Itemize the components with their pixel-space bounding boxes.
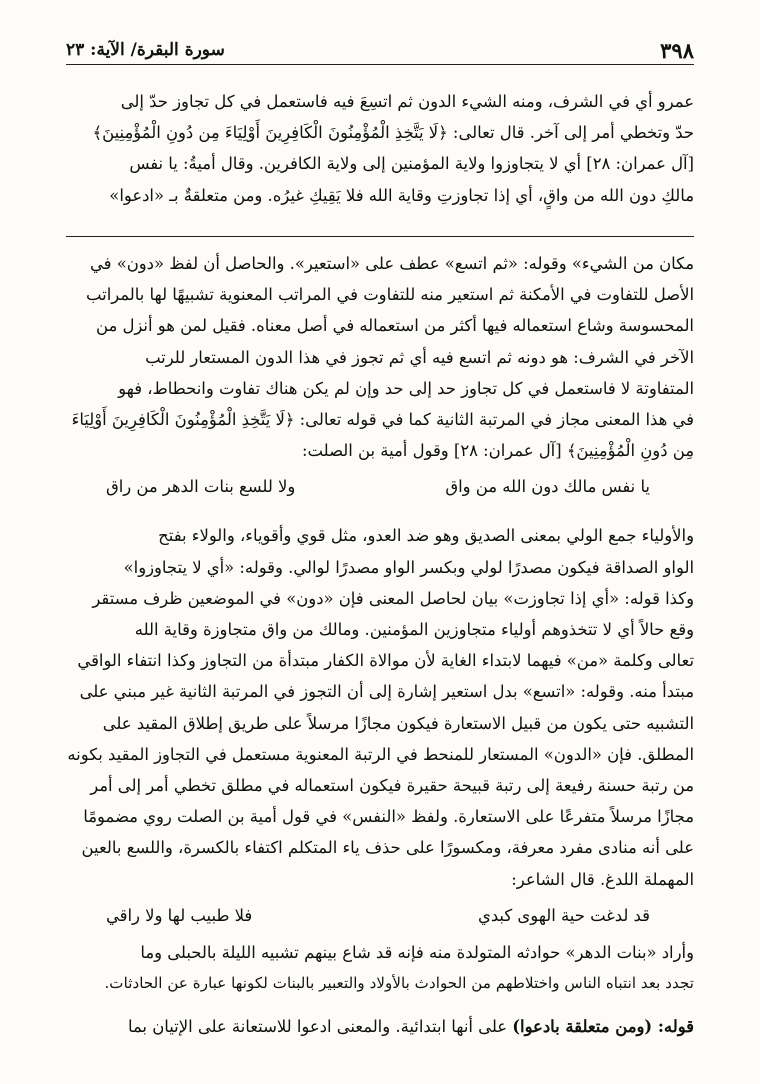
page-number: ٣٩٨ [660, 38, 694, 63]
commentary-line: مِن دُونِ الْمُؤْمِنِينَ﴾ [آل عمران: ٢٨] وقول أمية بن الصلت: [302, 441, 694, 461]
commentary-line: مكان من الشيء» وقوله: «ثم اتسع» عطف على «استعير». والحاصل أن لفظ «دون» في [90, 254, 694, 273]
commentary-line: على أنه منادى مفرد معرفة، ومكسورًا على حذف ياء المتكلم اكتفاء بالكسرة، واللسع بالعين [81, 838, 694, 858]
commentary-line: المحسوسة وشاع استعماله فيها أكثر من استعماله في أصل معناه. فقيل لمن هو أنزل من [96, 316, 694, 336]
main-text-line: مالكِ دون الله من واقٍ، أي إذا تجاوزتِ وقاية الله فلا يَقِيكِ غيرُه. ومن متعلقةٌ بـ «ادعوا» [109, 185, 694, 205]
commentary-lemma: قوله: (ومن متعلقة بادعوا) [512, 1017, 694, 1037]
commentary-line: الأصل للتفاوت في الأمكنة ثم استعير منه للتفاوت في المراتب المعنوية تشبيهًا لها بالمراتب [86, 285, 694, 305]
poetry-verse [66, 466, 694, 508]
commentary-line: وكذا قوله: «أي إذا تجاوزت» بيان لحاصل المعنى فإن «دون» في الموضعين ظرف مستقر [92, 588, 694, 608]
commentary-line: والأولياء جمع الولي بمعنى الصديق وهو ضد العدو، مثل قوي وأقوياء، والولاء بفتح [158, 526, 694, 546]
verse-first-hemistich: يا نفس مالك دون الله من واق [445, 477, 650, 497]
verse-second-hemistich: ولا للسع بنات الدهر من راق [106, 477, 296, 497]
commentary-line: من رتبة حسنة رفيعة إلى رتبة قبيحة حقيرة فيكون استعماله في مطلق تخطي أمر إلى أمر [90, 776, 694, 796]
page-header [66, 34, 694, 65]
commentary-line: تجدد بعد انتباه الناس واختلاطهم من الحوادث بالأولاد والتعبير بالبنات لكونها عبارة عن الحادثات. [104, 974, 694, 993]
commentary-line: تعالى وكلمة «من» فيهما لابتداء الغاية لأن موالاة الكفار مبتدأة من التجاوز وكذا انتفاء الواقي [77, 651, 694, 671]
main-text [66, 86, 694, 211]
commentary-line: وقع حالاً أي لا تتخذوهم أولياء متجاوزين المؤمنين. ومالك من واق متجاوزة وقاية الله [134, 620, 694, 640]
commentary-text [66, 248, 694, 1042]
verse-second-hemistich: فلا طبيب لها ولا راقي [106, 905, 253, 925]
verse-first-hemistich: قد لدغت حية الهوى كبدي [478, 905, 650, 925]
commentary-line: وأراد «بنات الدهر» حوادثه المتولدة منه فإنه قد شاع بينهم تشبيه الليلة بالحبلى وما [140, 942, 694, 962]
commentary-line: الواو الصداقة فيكون مصدرًا لولي وبكسر الواو مصدرًا لوالي. وقوله: «أي لا يتجاوزوا» [123, 557, 694, 577]
commentary-line: التشبيه حتى يكون من قبيل الاستعارة فيكون مجازًا مرسلاً على طريق إطلاق المقيد على [102, 713, 694, 733]
poetry-verse [66, 895, 694, 937]
main-text-line: عمرو أي في الشرف، ومنه الشيء الدون ثم اتسِعَ فيه فاستعمل في كل تجاوز حدّ إلى [120, 92, 694, 111]
commentary-line: المهملة اللدغ. قال الشاعر: [511, 869, 694, 889]
commentary-line: المطلق. فإن «الدون» المستعار للمنحط في الرتبة المعنوية مستعمل في التجاوز المقيد بكونه [67, 744, 694, 764]
main-text-line: [آل عمران: ٢٨] أي لا يتجاوزوا ولاية المؤمنين إلى ولاية الكافرين. وقال أميةُ: يا نفس [129, 154, 694, 174]
main-text-line: حدّ وتخطي أمر إلى آخر. قال تعالى: ﴿لَا يَتَّخِذِ الْمُؤْمِنُونَ الْكَافِرِينَ أَوْلِيَاءَ مِن دُونِ الْمُؤْمِنِينَ﴾ [92, 123, 694, 143]
commentary-line: مبتدأ منه. وقوله: «اتسع» بدل استعير إشارة إلى أن التجوز في المرتبة الثانية غير مبني على [79, 682, 694, 702]
commentary-line: المتفاوتة لا فاستعمل في كل تجاوز حد إلى حد وإن لم يكن هناك تفاوت وانحطاط، فهو [118, 378, 694, 398]
commentary-explanation: على أنها ابتدائية. والمعنى ادعوا للاستعانة على الإتيان بما [127, 1017, 513, 1037]
commentary-line: في هذا المعنى مجاز في المرتبة الثانية كما في قوله تعالى: ﴿لَا يَتَّخِذِ الْمُؤْمِنُونَ الْكَافِرِينَ أَوْلِيَاءَ [71, 410, 694, 430]
commentary-line: مجازًا مرسلاً متفرعًا على الاستعارة. ولفظ «النفس» في قول أمية بن الصلت روي مضمومًا [83, 807, 694, 827]
commentary-line: الآخر في الشرف: هو دونه ثم اتسع فيه أي ثم تجوز في هذا الدون المستعار للرتب [145, 347, 694, 367]
footnote-divider [66, 236, 694, 237]
commentary-line [66, 1011, 694, 1042]
sura-reference: سورة البقرة/ الآية: ٢٣ [66, 40, 225, 60]
